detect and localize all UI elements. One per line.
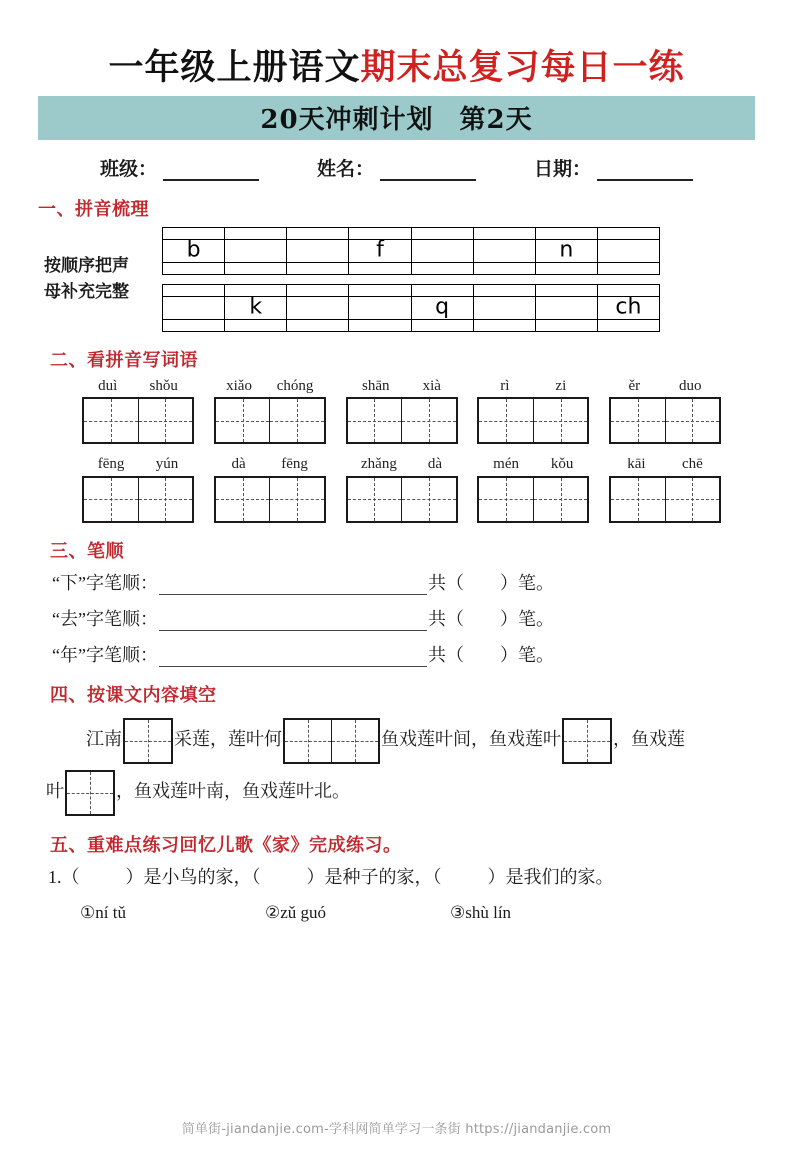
plan-banner-right: 第2天 bbox=[459, 105, 533, 136]
poem-line-1 bbox=[86, 713, 755, 765]
pinyin-letter: f bbox=[376, 237, 384, 263]
option-pinyin: ní tǔ bbox=[95, 902, 126, 922]
grid-cell bbox=[163, 262, 225, 274]
poem-answer-box-1[interactable] bbox=[123, 718, 173, 764]
option-marker: ② bbox=[265, 902, 281, 922]
grid-cell bbox=[163, 319, 225, 331]
word-item bbox=[82, 378, 194, 445]
pinyin-cell-2-3[interactable] bbox=[287, 296, 349, 319]
grid-cell bbox=[349, 284, 411, 296]
pinyin-cell-1-8[interactable] bbox=[597, 239, 659, 262]
word-pinyin bbox=[477, 378, 589, 395]
tianzige-box[interactable] bbox=[82, 476, 194, 523]
pinyin-cell-1-4[interactable] bbox=[349, 239, 411, 262]
grid-cell bbox=[535, 284, 597, 296]
tianzige-cell[interactable] bbox=[479, 478, 533, 521]
pinyin-grid-row2 bbox=[162, 284, 660, 332]
student-info-row bbox=[38, 154, 755, 181]
page-title-black: 一年级上册语文 bbox=[108, 47, 361, 88]
pinyin-syllable: zi bbox=[555, 377, 567, 394]
word-pinyin bbox=[82, 456, 194, 473]
grid-cell bbox=[349, 262, 411, 274]
grid-cell bbox=[473, 284, 535, 296]
pinyin-row2-top bbox=[163, 284, 660, 296]
tianzige-cell[interactable] bbox=[67, 772, 113, 814]
word-item bbox=[346, 456, 458, 523]
word-item bbox=[477, 456, 589, 523]
pinyin-syllable: chóng bbox=[276, 377, 314, 394]
grid-cell bbox=[287, 319, 349, 331]
grid-cell bbox=[535, 262, 597, 274]
name-label: 姓名： bbox=[316, 158, 374, 180]
stroke-order-input[interactable] bbox=[159, 578, 427, 595]
pinyin-syllable: xià bbox=[422, 377, 441, 394]
stroke-order-item bbox=[52, 569, 755, 595]
pinyin-syllable: ěr bbox=[628, 377, 641, 394]
grid-cell bbox=[163, 284, 225, 296]
poem-text: ，鱼戏莲叶南，鱼戏莲叶北。 bbox=[116, 780, 350, 801]
pinyin-cell-2-5[interactable] bbox=[411, 296, 473, 319]
tianzige-cell[interactable] bbox=[533, 399, 588, 442]
section1-instruction bbox=[44, 253, 162, 306]
grid-cell bbox=[473, 227, 535, 239]
tianzige-cell[interactable] bbox=[533, 478, 588, 521]
pinyin-syllable: duo bbox=[679, 377, 702, 394]
pinyin-syllable: dà bbox=[231, 456, 246, 473]
tianzige-cell[interactable] bbox=[611, 478, 665, 521]
grid-cell bbox=[411, 262, 473, 274]
tianzige-cell[interactable] bbox=[84, 399, 138, 442]
stroke-order-prefix: “年”字笔顺： bbox=[52, 644, 158, 665]
grid-cell bbox=[473, 319, 535, 331]
class-field bbox=[100, 154, 259, 181]
option-marker: ① bbox=[80, 902, 96, 922]
poem-answer-box-2[interactable] bbox=[283, 718, 380, 764]
pinyin-cell-1-2[interactable] bbox=[225, 239, 287, 262]
plan-banner-left: 20天冲刺计划 bbox=[260, 105, 434, 136]
word-pinyin bbox=[477, 456, 589, 473]
pinyin-letter: ch bbox=[615, 294, 642, 320]
poem-text: 江南 bbox=[86, 728, 122, 749]
word-item bbox=[477, 378, 589, 445]
page-title-red: 期末总复习每日一练 bbox=[360, 47, 685, 88]
word-pinyin bbox=[609, 378, 721, 395]
pinyin-cell-2-2[interactable] bbox=[225, 296, 287, 319]
word-item bbox=[214, 378, 326, 445]
class-label: 班级： bbox=[99, 158, 157, 180]
poem-text: 采莲，莲叶何 bbox=[174, 728, 282, 749]
tianzige-box[interactable] bbox=[346, 397, 458, 444]
section5-options bbox=[80, 903, 755, 923]
pinyin-grid-row1 bbox=[162, 227, 660, 275]
word-grid-row-2 bbox=[82, 456, 721, 523]
section1-heading: 一、拼音梳理 bbox=[38, 198, 149, 219]
word-grid-row-1 bbox=[82, 378, 721, 445]
stroke-order-suffix: 共（ ）笔。 bbox=[427, 644, 554, 665]
poem-text: 叶 bbox=[46, 780, 64, 801]
section3-heading: 三、笔顺 bbox=[50, 540, 124, 561]
grid-cell bbox=[535, 319, 597, 331]
section1-body bbox=[44, 227, 755, 332]
stroke-order-suffix: 共（ ）笔。 bbox=[427, 608, 554, 629]
word-pinyin bbox=[346, 456, 458, 473]
grid-cell bbox=[225, 262, 287, 274]
grid-cell bbox=[411, 319, 473, 331]
tianzige-cell[interactable] bbox=[665, 478, 720, 521]
stroke-order-input[interactable] bbox=[159, 614, 427, 631]
poem-text: ，鱼戏莲 bbox=[613, 728, 685, 749]
option-pinyin: shù lín bbox=[465, 902, 512, 922]
tianzige-box[interactable] bbox=[82, 397, 194, 444]
word-pinyin bbox=[214, 456, 326, 473]
pinyin-syllable: shǒu bbox=[149, 377, 178, 394]
pinyin-row1-mid bbox=[163, 239, 660, 262]
open-paren: （ bbox=[61, 866, 80, 887]
pinyin-grid-group bbox=[162, 227, 755, 332]
section1-instruction-line2: 母补充完整 bbox=[44, 282, 129, 302]
grid-cell bbox=[287, 284, 349, 296]
grid-cell bbox=[597, 319, 659, 331]
tianzige-box[interactable] bbox=[477, 397, 589, 444]
tianzige-cell[interactable] bbox=[479, 399, 533, 442]
tianzige-cell[interactable] bbox=[348, 478, 402, 521]
section2-heading: 二、看拼音写词语 bbox=[50, 349, 198, 370]
poem-line-2 bbox=[46, 765, 755, 817]
stroke-order-input[interactable] bbox=[159, 650, 427, 667]
stroke-order-suffix: 共（ ）笔。 bbox=[427, 572, 554, 593]
pinyin-syllable: duì bbox=[98, 377, 118, 394]
tianzige-box[interactable] bbox=[609, 397, 721, 444]
pinyin-syllable: mén bbox=[493, 456, 519, 473]
stroke-order-prefix: “下”字笔顺： bbox=[52, 572, 158, 593]
stroke-order-prefix: “去”字笔顺： bbox=[52, 608, 158, 629]
pinyin-cell-1-1[interactable] bbox=[163, 239, 225, 262]
section5-question bbox=[48, 863, 755, 889]
tianzige-cell[interactable] bbox=[331, 720, 378, 762]
question-text: ）是种子的家，（ bbox=[306, 866, 442, 887]
pinyin-row1-bottom bbox=[163, 262, 660, 274]
tianzige-cell[interactable] bbox=[401, 478, 456, 521]
tianzige-cell[interactable] bbox=[611, 399, 665, 442]
tianzige-cell[interactable] bbox=[216, 478, 270, 521]
pinyin-cell-2-7[interactable] bbox=[535, 296, 597, 319]
section1-instruction-line1: 按顺序把声 bbox=[44, 255, 129, 275]
page-title bbox=[38, 47, 755, 88]
grid-cell bbox=[225, 227, 287, 239]
question-text: ）是小鸟的家，（ bbox=[125, 866, 261, 887]
grid-cell bbox=[287, 262, 349, 274]
pinyin-letter: b bbox=[186, 237, 201, 263]
tianzige-cell[interactable] bbox=[564, 720, 610, 762]
grid-cell bbox=[349, 319, 411, 331]
pinyin-syllable: yún bbox=[155, 456, 179, 473]
word-item bbox=[82, 456, 194, 523]
option-item-3[interactable] bbox=[450, 903, 635, 923]
section4-heading: 四、按课文内容填空 bbox=[50, 684, 217, 705]
question-number: 1. bbox=[48, 866, 62, 887]
pinyin-syllable: dà bbox=[427, 456, 442, 473]
pinyin-cell-1-7[interactable] bbox=[535, 239, 597, 262]
tianzige-cell[interactable] bbox=[348, 399, 402, 442]
pinyin-cell-2-8[interactable] bbox=[597, 296, 659, 319]
grid-cell bbox=[225, 319, 287, 331]
grid-cell bbox=[597, 262, 659, 274]
grid-cell bbox=[597, 227, 659, 239]
pinyin-cell-2-6[interactable] bbox=[473, 296, 535, 319]
tianzige-cell[interactable] bbox=[125, 720, 171, 762]
stroke-order-item bbox=[52, 641, 755, 667]
grid-cell bbox=[411, 227, 473, 239]
pinyin-letter: q bbox=[435, 294, 450, 320]
pinyin-syllable: chē bbox=[681, 456, 703, 473]
plan-banner bbox=[38, 96, 755, 140]
word-pinyin bbox=[82, 378, 194, 395]
tianzige-box[interactable] bbox=[609, 476, 721, 523]
tianzige-cell[interactable] bbox=[138, 399, 193, 442]
tianzige-cell[interactable] bbox=[216, 399, 270, 442]
word-item bbox=[609, 456, 721, 523]
option-pinyin: zǔ guó bbox=[280, 902, 327, 922]
stroke-order-item bbox=[52, 605, 755, 631]
pinyin-cell-1-5[interactable] bbox=[411, 239, 473, 262]
poem-text: 鱼戏莲叶间，鱼戏莲叶 bbox=[381, 728, 561, 749]
option-item-1[interactable] bbox=[80, 903, 265, 923]
tianzige-cell[interactable] bbox=[269, 478, 324, 521]
section5-heading: 五、重难点练习回忆儿歌《家》完成练习。 bbox=[50, 834, 402, 855]
pinyin-syllable: shān bbox=[362, 377, 390, 394]
poem-answer-box-3[interactable] bbox=[562, 718, 612, 764]
poem-answer-box-4[interactable] bbox=[65, 770, 115, 816]
name-input[interactable] bbox=[380, 162, 476, 181]
tianzige-cell[interactable] bbox=[138, 478, 193, 521]
date-input[interactable] bbox=[597, 162, 693, 181]
pinyin-syllable: kāi bbox=[627, 456, 646, 473]
pinyin-cell-2-4[interactable] bbox=[349, 296, 411, 319]
pinyin-cell-1-6[interactable] bbox=[473, 239, 535, 262]
class-input[interactable] bbox=[163, 162, 259, 181]
word-pinyin bbox=[214, 378, 326, 395]
pinyin-row2-bottom bbox=[163, 319, 660, 331]
tianzige-box[interactable] bbox=[477, 476, 589, 523]
pinyin-row1-top bbox=[163, 227, 660, 239]
grid-cell bbox=[473, 262, 535, 274]
grid-cell bbox=[287, 227, 349, 239]
word-item bbox=[346, 378, 458, 445]
tianzige-cell[interactable] bbox=[401, 399, 456, 442]
word-pinyin bbox=[609, 456, 721, 473]
pinyin-syllable: rì bbox=[500, 377, 510, 394]
word-item bbox=[609, 378, 721, 445]
word-pinyin bbox=[346, 378, 458, 395]
date-label: 日期： bbox=[534, 158, 592, 180]
question-text: ）是我们的家。 bbox=[487, 866, 614, 887]
date-field bbox=[534, 154, 693, 181]
pinyin-row2-mid bbox=[163, 296, 660, 319]
pinyin-cell-2-1[interactable] bbox=[163, 296, 225, 319]
word-item bbox=[214, 456, 326, 523]
pinyin-cell-1-3[interactable] bbox=[287, 239, 349, 262]
option-item-2[interactable] bbox=[265, 903, 450, 923]
name-field bbox=[317, 154, 476, 181]
tianzige-cell[interactable] bbox=[84, 478, 138, 521]
pinyin-syllable: xiǎo bbox=[226, 377, 252, 394]
pinyin-syllable: fēng bbox=[97, 456, 125, 473]
footer-watermark: 简单街-jiandanjie.com-学科网简单学习一条街 https://jiandanjie.com bbox=[181, 1122, 612, 1137]
tianzige-box[interactable] bbox=[214, 397, 326, 444]
option-marker: ③ bbox=[450, 902, 466, 922]
tianzige-cell[interactable] bbox=[665, 399, 720, 442]
pinyin-letter: k bbox=[249, 294, 263, 320]
tianzige-box[interactable] bbox=[346, 476, 458, 523]
pinyin-letter: n bbox=[559, 237, 574, 263]
tianzige-cell[interactable] bbox=[269, 399, 324, 442]
worksheet-page bbox=[0, 47, 793, 1172]
tianzige-cell[interactable] bbox=[285, 720, 331, 762]
pinyin-syllable: fēng bbox=[281, 456, 308, 473]
tianzige-box[interactable] bbox=[214, 476, 326, 523]
pinyin-syllable: kǒu bbox=[550, 456, 574, 473]
pinyin-syllable: zhǎng bbox=[361, 456, 397, 473]
